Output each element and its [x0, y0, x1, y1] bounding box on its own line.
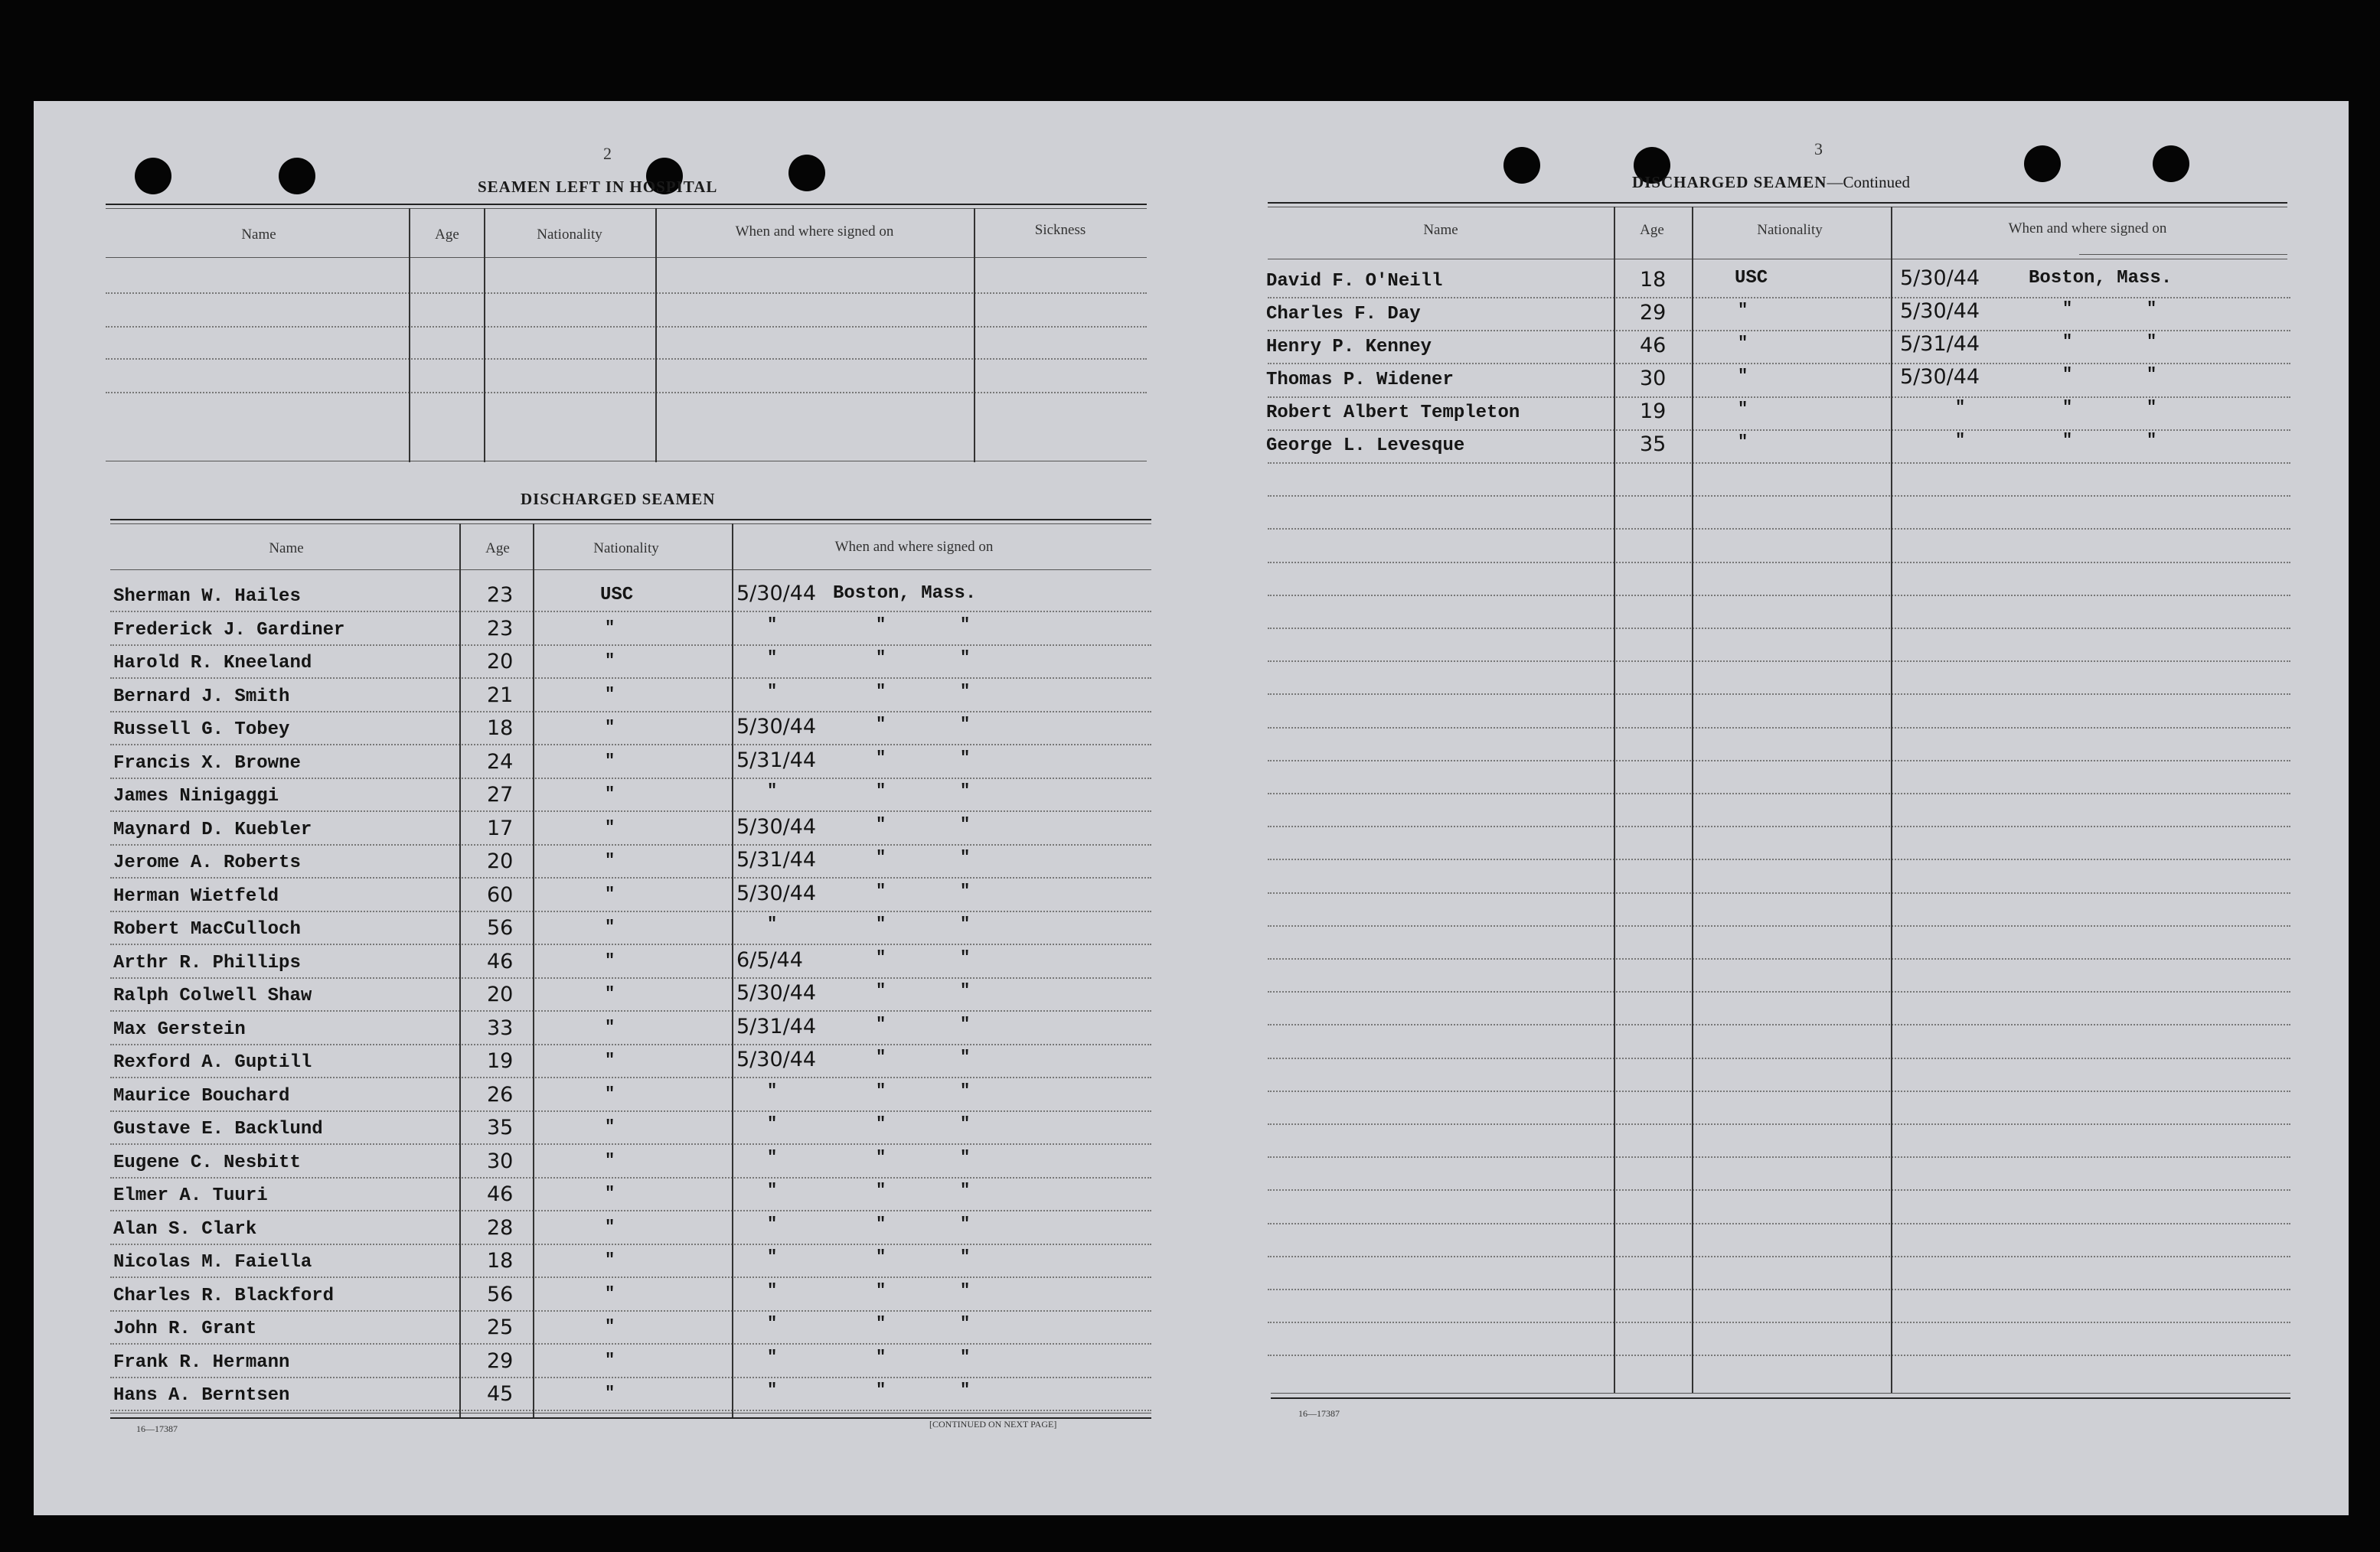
seaman-nationality: " — [1738, 334, 1748, 353]
table-rule — [1271, 1393, 2290, 1394]
table-rule — [1271, 1397, 2290, 1399]
seaman-age: 45 — [487, 1382, 514, 1406]
ruled-line — [110, 778, 1151, 779]
signed-on-date: " — [767, 915, 778, 934]
ruled-line — [1268, 925, 2290, 927]
seaman-age: 19 — [1640, 399, 1667, 423]
seaman-nationality: " — [605, 1351, 615, 1370]
seaman-age: 20 — [487, 849, 514, 873]
seaman-nationality: " — [605, 1218, 615, 1237]
signed-on-date: 5/30/44 — [736, 582, 817, 605]
ruled-line — [1268, 892, 2290, 894]
hospital-col-age: Age — [435, 227, 459, 243]
seaman-name: Frank R. Hermann — [113, 1352, 290, 1373]
ruled-line — [1268, 396, 2290, 398]
ruled-line — [1268, 1024, 2290, 1025]
ruled-line — [110, 1276, 1151, 1278]
signed-on-date: 5/30/44 — [736, 981, 817, 1005]
table-rule — [110, 523, 1151, 524]
seaman-name: David F. O'Neill — [1266, 271, 1443, 292]
table-rule — [110, 519, 1151, 520]
seaman-name: Max Gerstein — [113, 1019, 246, 1040]
document-paper — [34, 101, 2349, 1515]
seaman-age: 27 — [487, 783, 514, 807]
signed-on-ditto: " — [960, 848, 971, 867]
signed-on-date: " — [767, 1215, 778, 1234]
ruled-line — [1268, 693, 2290, 695]
seaman-age: 20 — [487, 650, 514, 673]
ruled-line — [1268, 562, 2290, 563]
col-age: Age — [1640, 222, 1664, 238]
signed-on-date: 5/30/44 — [736, 1048, 817, 1071]
ruled-line — [110, 1177, 1151, 1179]
signed-on-ditto: " — [960, 948, 971, 967]
signed-on-date: " — [1955, 431, 1966, 450]
signed-on-date: " — [767, 1247, 778, 1267]
form-number: 16—17387 — [136, 1423, 178, 1434]
ruled-line — [1268, 528, 2290, 530]
page-number: 3 — [1814, 139, 1823, 158]
signed-on-ditto: " — [960, 615, 971, 634]
page-number: 2 — [603, 144, 612, 163]
signed-on-date: 5/30/44 — [1900, 266, 1980, 290]
ruled-line — [1268, 1058, 2290, 1059]
ruled-line — [1268, 826, 2290, 827]
signed-on-ditto: " — [2062, 332, 2073, 351]
seaman-name: Russell G. Tobey — [113, 719, 290, 740]
ruled-line — [1268, 1123, 2290, 1125]
ruled-line — [110, 677, 1151, 679]
seaman-age: 33 — [487, 1016, 514, 1040]
signed-on-date: " — [767, 1348, 778, 1367]
seaman-name: Bernard J. Smith — [113, 686, 290, 707]
seaman-age: 56 — [487, 916, 514, 940]
seaman-nationality: " — [605, 851, 615, 870]
ruled-line — [1268, 727, 2290, 729]
seaman-age: 24 — [487, 750, 514, 774]
seaman-name: Thomas P. Widener — [1266, 370, 1454, 390]
discharged-col-name: Name — [269, 540, 304, 556]
seaman-name: Nicolas M. Faiella — [113, 1252, 312, 1273]
signed-on-date: 6/5/44 — [736, 948, 803, 972]
seaman-name: Rexford A. Guptill — [113, 1052, 312, 1073]
col-divider — [655, 208, 657, 462]
col-divider — [409, 208, 410, 462]
ruled-line — [106, 392, 1147, 393]
signed-on-ditto: " — [960, 815, 971, 834]
signed-on-date: " — [767, 682, 778, 701]
col-divider — [974, 208, 975, 462]
col-divider — [533, 523, 534, 1417]
table-rule — [1268, 202, 2287, 204]
seaman-age: 29 — [487, 1349, 514, 1373]
signed-on-ditto: " — [960, 915, 971, 934]
signed-on-date: " — [767, 1148, 778, 1167]
signed-on-ditto: " — [876, 1148, 886, 1167]
hospital-col-name: Name — [241, 227, 276, 243]
signed-on-date: " — [767, 648, 778, 667]
col-divider — [459, 523, 461, 1417]
right-page — [1197, 101, 2349, 1515]
seaman-name: Charles R. Blackford — [113, 1286, 335, 1306]
signed-on-ditto: " — [876, 1247, 886, 1267]
signed-on-ditto: " — [960, 781, 971, 800]
ruled-line — [1268, 1189, 2290, 1191]
seaman-age: 23 — [487, 617, 514, 641]
seaman-nationality: " — [605, 885, 615, 904]
seaman-age: 46 — [487, 950, 514, 973]
signed-on-ditto: " — [2147, 299, 2157, 318]
seaman-nationality: " — [605, 651, 615, 670]
signed-on-ditto: " — [876, 915, 886, 934]
ruled-line — [1268, 1156, 2290, 1158]
hospital-col-sickness: Sickness — [1034, 222, 1086, 238]
signed-on-date: " — [767, 1281, 778, 1300]
ruled-line — [1268, 991, 2290, 993]
table-rule — [106, 204, 1147, 205]
signed-on-place: Boston, Mass. — [833, 583, 977, 604]
title-continued: —Continued — [1827, 173, 1910, 191]
punch-hole — [135, 158, 171, 194]
signed-on-ditto: " — [960, 1381, 971, 1400]
seaman-name: Maynard D. Kuebler — [113, 820, 312, 840]
signed-on-ditto: " — [876, 1314, 886, 1333]
table-rule — [2079, 254, 2287, 255]
ruled-line — [1268, 363, 2290, 364]
ruled-line — [110, 844, 1151, 846]
punch-hole — [1503, 147, 1540, 184]
ruled-line — [110, 1210, 1151, 1211]
ruled-line — [110, 1044, 1151, 1045]
seaman-name: James Ninigaggi — [113, 786, 279, 807]
seaman-nationality: USC — [600, 585, 634, 605]
seaman-nationality: USC — [1735, 268, 1768, 289]
seaman-name: Elmer A. Tuuri — [113, 1185, 268, 1206]
seaman-name: Francis X. Browne — [113, 753, 301, 774]
seaman-nationality: " — [1738, 399, 1748, 419]
signed-on-ditto: " — [876, 848, 886, 867]
seaman-name: George L. Levesque — [1266, 435, 1465, 456]
signed-on-ditto: " — [2147, 431, 2157, 450]
seaman-name: Ralph Colwell Shaw — [113, 986, 312, 1006]
ruled-line — [1268, 1091, 2290, 1092]
table-rule — [110, 569, 1151, 570]
seaman-age: 46 — [1640, 334, 1667, 357]
col-signed-on: When and where signed on — [2008, 220, 2167, 236]
ruled-line — [110, 1410, 1151, 1411]
signed-on-ditto: " — [2062, 365, 2073, 384]
ruled-line — [110, 1343, 1151, 1345]
seaman-age: 20 — [487, 983, 514, 1006]
punch-hole — [2024, 145, 2061, 182]
ruled-line — [110, 1077, 1151, 1078]
seaman-age: 23 — [487, 583, 514, 607]
continued-note: [CONTINUED ON NEXT PAGE] — [929, 1419, 1057, 1430]
seaman-name: Arthr R. Phillips — [113, 953, 301, 973]
ruled-line — [1268, 297, 2290, 298]
ruled-line — [110, 711, 1151, 712]
signed-on-ditto: " — [876, 615, 886, 634]
col-divider — [1692, 207, 1693, 1393]
seaman-age: 18 — [487, 1249, 514, 1273]
signed-on-ditto: " — [960, 882, 971, 901]
signed-on-ditto: " — [960, 1148, 971, 1167]
seaman-name: Gustave E. Backlund — [113, 1119, 323, 1140]
signed-on-date: " — [1955, 398, 1966, 417]
seaman-nationality: " — [605, 1084, 615, 1104]
seaman-name: John R. Grant — [113, 1319, 257, 1339]
punch-hole — [279, 158, 315, 194]
seaman-age: 18 — [487, 716, 514, 740]
signed-on-ditto: " — [876, 648, 886, 667]
signed-on-ditto: " — [876, 1081, 886, 1100]
seaman-nationality: " — [1738, 301, 1748, 320]
ruled-line — [1268, 330, 2290, 331]
ruled-line — [1268, 958, 2290, 960]
seaman-name: Alan S. Clark — [113, 1219, 257, 1240]
signed-on-ditto: " — [876, 1348, 886, 1367]
ruled-line — [1268, 1355, 2290, 1356]
discharged-section-title: DISCHARGED SEAMEN — [521, 490, 716, 508]
signed-on-ditto: " — [960, 715, 971, 734]
title-main: DISCHARGED SEAMEN — [1632, 173, 1827, 191]
ruled-line — [1268, 1289, 2290, 1290]
seaman-nationality: " — [605, 1384, 615, 1403]
discharged-col-age: Age — [485, 540, 510, 556]
signed-on-ditto: " — [960, 648, 971, 667]
seaman-age: 29 — [1640, 301, 1667, 324]
seaman-age: 21 — [487, 683, 514, 707]
seaman-nationality: " — [605, 718, 615, 737]
ruled-line — [1268, 1223, 2290, 1224]
seaman-nationality: " — [605, 1117, 615, 1136]
signed-on-ditto: " — [960, 1015, 971, 1034]
punch-hole — [2153, 145, 2189, 182]
form-number: 16—17387 — [1298, 1408, 1340, 1419]
signed-on-date: 5/31/44 — [1900, 332, 1980, 356]
seaman-age: 30 — [1640, 367, 1667, 390]
seaman-age: 25 — [487, 1316, 514, 1339]
col-nationality: Nationality — [1757, 222, 1823, 238]
seaman-name: Charles F. Day — [1266, 304, 1421, 324]
signed-on-ditto: " — [2147, 365, 2157, 384]
ruled-line — [110, 977, 1151, 979]
signed-on-date: " — [767, 1381, 778, 1400]
signed-on-ditto: " — [960, 1215, 971, 1234]
discharged-col-signed-on: When and where signed on — [834, 539, 994, 555]
hospital-col-nationality: Nationality — [537, 227, 602, 243]
ruled-line — [1268, 760, 2290, 761]
signed-on-ditto: " — [960, 981, 971, 1000]
ruled-line — [110, 1143, 1151, 1145]
ruled-line — [1268, 462, 2290, 464]
signed-on-date: 5/30/44 — [736, 715, 817, 739]
signed-on-ditto: " — [960, 1314, 971, 1333]
signed-on-ditto: " — [960, 1048, 971, 1067]
signed-on-ditto: " — [2062, 398, 2073, 417]
col-divider — [1614, 207, 1615, 1393]
seaman-nationality: " — [605, 1151, 615, 1170]
seaman-age: 35 — [487, 1116, 514, 1140]
seaman-age: 17 — [487, 817, 514, 840]
signed-on-ditto: " — [876, 1015, 886, 1034]
punch-hole — [788, 155, 825, 191]
discharged-col-nationality: Nationality — [593, 540, 659, 556]
ruled-line — [1268, 660, 2290, 662]
seaman-nationality: " — [605, 1018, 615, 1037]
signed-on-ditto: " — [876, 748, 886, 768]
seaman-name: Frederick J. Gardiner — [113, 620, 345, 641]
seaman-age: 18 — [1640, 268, 1667, 292]
ruled-line — [1268, 495, 2290, 497]
signed-on-date: 5/30/44 — [1900, 365, 1980, 389]
signed-on-ditto: " — [960, 1114, 971, 1133]
ruled-line — [110, 644, 1151, 646]
signed-on-ditto: " — [2147, 332, 2157, 351]
col-divider — [484, 208, 485, 462]
signed-on-ditto: " — [876, 815, 886, 834]
hospital-section-title: SEAMEN LEFT IN HOSPITAL — [478, 178, 718, 196]
seaman-nationality: " — [605, 784, 615, 804]
seaman-nationality: " — [605, 752, 615, 771]
ruled-line — [106, 326, 1147, 328]
ruled-line — [1268, 859, 2290, 860]
signed-on-date: " — [767, 1114, 778, 1133]
signed-on-ditto: " — [2062, 431, 2073, 450]
signed-on-date: 5/30/44 — [1900, 299, 1980, 323]
ruled-line — [110, 744, 1151, 745]
signed-on-ditto: " — [960, 1348, 971, 1367]
signed-on-ditto: " — [960, 1181, 971, 1200]
ruled-line — [1268, 1322, 2290, 1323]
seaman-nationality: " — [605, 984, 615, 1003]
seaman-age: 26 — [487, 1083, 514, 1107]
col-divider — [1891, 207, 1892, 1393]
signed-on-ditto: " — [960, 1247, 971, 1267]
seaman-name: Henry P. Kenney — [1266, 337, 1432, 357]
seaman-age: 60 — [487, 883, 514, 907]
ruled-line — [110, 944, 1151, 945]
ruled-line — [110, 1310, 1151, 1312]
seaman-age: 28 — [487, 1216, 514, 1240]
seaman-age: 46 — [487, 1182, 514, 1206]
signed-on-date: " — [767, 1181, 778, 1200]
signed-on-ditto: " — [876, 682, 886, 701]
seaman-name: Hans A. Berntsen — [113, 1385, 290, 1406]
signed-on-ditto: " — [876, 1181, 886, 1200]
seaman-nationality: " — [605, 951, 615, 970]
ruled-line — [1268, 595, 2290, 596]
signed-on-ditto: " — [876, 1281, 886, 1300]
left-page — [34, 101, 1182, 1515]
table-rule — [106, 208, 1147, 209]
signed-on-date: 5/30/44 — [736, 882, 817, 905]
seaman-name: Robert Albert Templeton — [1266, 403, 1520, 423]
seaman-name: Herman Wietfeld — [113, 886, 279, 907]
seaman-nationality: " — [605, 685, 615, 704]
signed-on-date: 5/30/44 — [736, 815, 817, 839]
signed-on-date: 5/31/44 — [736, 1015, 817, 1038]
seaman-nationality: " — [605, 918, 615, 937]
ruled-line — [110, 611, 1151, 612]
hospital-col-signed-on: When and where signed on — [735, 223, 894, 240]
ruled-line — [1268, 628, 2290, 629]
seaman-nationality: " — [605, 1184, 615, 1203]
seaman-nationality: " — [605, 618, 615, 637]
seaman-nationality: " — [605, 818, 615, 837]
col-name: Name — [1423, 222, 1458, 238]
signed-on-ditto: " — [960, 682, 971, 701]
signed-on-ditto: " — [876, 715, 886, 734]
ruled-line — [110, 1010, 1151, 1012]
ruled-line — [110, 1110, 1151, 1112]
signed-on-date: 5/31/44 — [736, 748, 817, 772]
seaman-age: 30 — [487, 1149, 514, 1173]
signed-on-ditto: " — [960, 1081, 971, 1100]
signed-on-date: " — [767, 1081, 778, 1100]
signed-on-ditto: " — [2147, 398, 2157, 417]
ruled-line — [110, 1244, 1151, 1245]
ruled-line — [1268, 793, 2290, 794]
signed-on-ditto: " — [876, 781, 886, 800]
table-rule — [106, 257, 1147, 258]
seaman-name: Harold R. Kneeland — [113, 653, 312, 673]
seaman-name: Maurice Bouchard — [113, 1086, 290, 1107]
signed-on-date: " — [767, 781, 778, 800]
seaman-name: Sherman W. Hailes — [113, 586, 301, 607]
discharged-continued-title — [1632, 173, 1910, 192]
seaman-nationality: " — [1738, 432, 1748, 452]
signed-on-ditto: " — [876, 1215, 886, 1234]
seaman-nationality: " — [1738, 367, 1748, 386]
seaman-age: 35 — [1640, 432, 1667, 456]
ruled-line — [110, 810, 1151, 812]
signed-on-ditto: " — [876, 981, 886, 1000]
seaman-nationality: " — [605, 1051, 615, 1070]
signed-on-ditto: " — [876, 1048, 886, 1067]
signed-on-ditto: " — [876, 1381, 886, 1400]
signed-on-ditto: " — [876, 1114, 886, 1133]
signed-on-ditto: " — [2062, 299, 2073, 318]
seaman-age: 56 — [487, 1283, 514, 1306]
ruled-line — [110, 911, 1151, 912]
signed-on-ditto: " — [876, 948, 886, 967]
ruled-line — [1268, 429, 2290, 431]
ruled-line — [110, 1377, 1151, 1378]
seaman-nationality: " — [605, 1250, 615, 1270]
signed-on-date: 5/31/44 — [736, 848, 817, 872]
seaman-nationality: " — [605, 1284, 615, 1303]
signed-on-place: Boston, Mass. — [2029, 268, 2173, 289]
signed-on-ditto: " — [876, 882, 886, 901]
signed-on-date: " — [767, 615, 778, 634]
seaman-nationality: " — [605, 1317, 615, 1336]
ruled-line — [110, 877, 1151, 879]
signed-on-ditto: " — [960, 748, 971, 768]
seaman-age: 19 — [487, 1049, 514, 1073]
seaman-name: Eugene C. Nesbitt — [113, 1153, 301, 1173]
ruled-line — [106, 358, 1147, 360]
signed-on-ditto: " — [960, 1281, 971, 1300]
ruled-line — [1268, 1256, 2290, 1257]
seaman-name: Robert MacCulloch — [113, 919, 301, 940]
ruled-line — [106, 292, 1147, 294]
col-divider — [732, 523, 733, 1417]
signed-on-date: " — [767, 1314, 778, 1333]
seaman-name: Jerome A. Roberts — [113, 853, 301, 873]
